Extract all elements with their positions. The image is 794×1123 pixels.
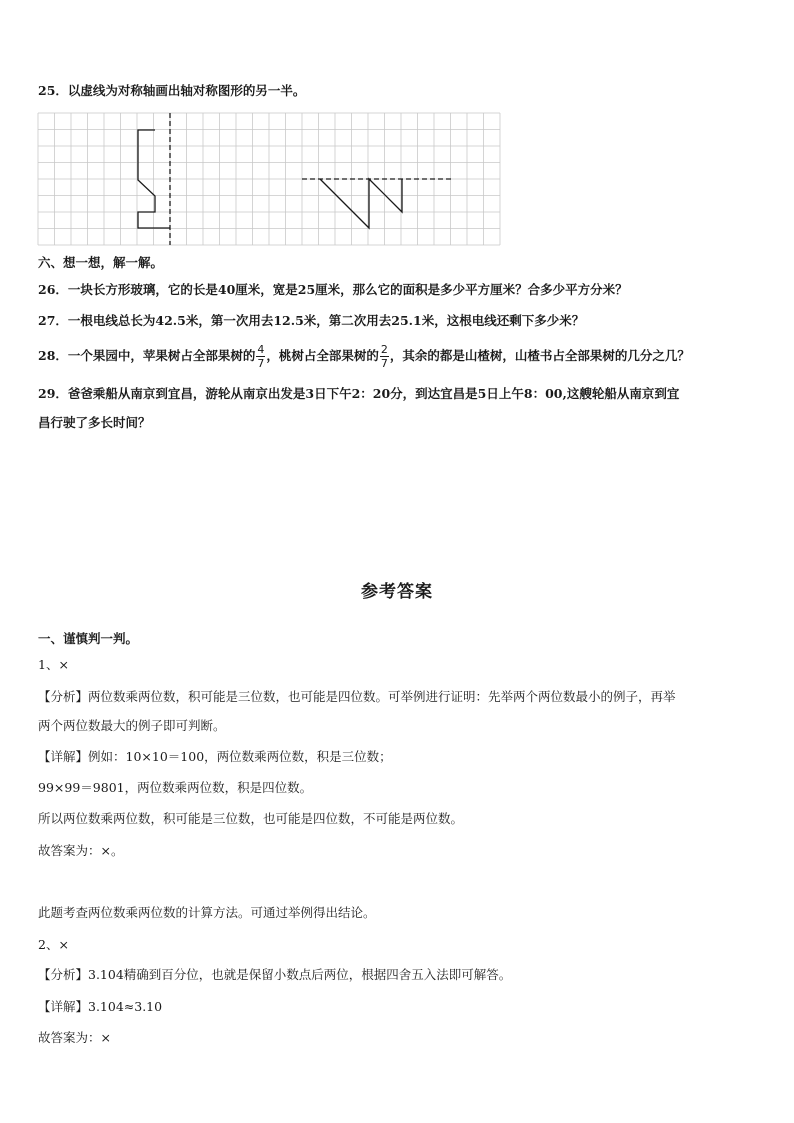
section-6-heading: 六、想一想，解一解。: [38, 255, 164, 270]
question-26: 26．一块长方形玻璃，它的长是40厘米，宽是25厘米，那么它的面积是多少平方厘米？合多少平方分米？: [38, 282, 628, 297]
q28-text-1: 28．一个果园中，苹果树占全部果树的: [38, 348, 256, 363]
answer-title: 参考答案: [361, 582, 433, 602]
symmetry-grid-figure: [0, 0, 794, 260]
question-29-line-2: 昌行驶了多长时间？: [38, 415, 151, 430]
answer-1-analysis-line-2: 两个两位数最大的例子即可判断。: [38, 718, 226, 733]
question-28: [38, 338, 690, 374]
answer-1-detail-line-2: 99×99＝9801，两位数乘两位数，积是四位数。: [38, 780, 313, 795]
frac1-denominator: 7: [257, 357, 265, 370]
answer-section-1-heading: 一、谨慎判一判。: [38, 631, 139, 646]
fraction-2-7: [380, 344, 389, 369]
answer-2-detail: 【详解】3.104≈3.10: [38, 999, 163, 1014]
answer-2-result: 故答案为：×: [38, 1030, 111, 1045]
answer-1-note: 此题考查两位数乘两位数的计算方法。可通过举例得出结论。: [38, 905, 376, 920]
question-29-line-1: 29．爸爸乘船从南京到宜昌，游轮从南京出发是3日下午2：20分，到达宜昌是5日上午8：00,这艘轮船从南京到宜: [38, 386, 680, 401]
frac2-numerator: 2: [380, 343, 388, 356]
q28-text-2: ，桃树占全部果树的: [266, 348, 379, 363]
question-25: 25．以虚线为对称轴画出轴对称图形的另一半。: [38, 83, 306, 98]
answer-1-detail-line-1: 【详解】例如：10×10＝100，两位数乘两位数，积是三位数；: [38, 749, 392, 764]
lower-half-figure: [320, 179, 402, 228]
answer-1-number: 1、×: [38, 657, 69, 672]
answer-2-number: 2、×: [38, 937, 69, 952]
question-27: 27．一根电线总长为42.5米，第一次用去12.5米，第二次用去25.1米，这根电线还剩下多少米？: [38, 313, 585, 328]
q28-text-3: ，其余的都是山楂树，山楂书占全部果树的几分之几？: [389, 348, 690, 363]
answer-2-analysis: 【分析】3.104精确到百分位，也就是保留小数点后两位，根据四舍五入法即可解答。: [38, 967, 512, 982]
fraction-4-7: [256, 344, 265, 369]
answer-1-analysis-line-1: 【分析】两位数乘两位数，积可能是三位数，也可能是四位数。可举例进行证明：先举两个两位数最小的例子，再举: [38, 689, 676, 704]
answer-1-detail-line-3: 所以两位数乘两位数，积可能是三位数，也可能是四位数，不可能是两位数。: [38, 811, 464, 826]
answer-1-result: 故答案为：×。: [38, 843, 124, 858]
frac1-numerator: 4: [257, 343, 265, 356]
frac2-denominator: 7: [380, 357, 388, 370]
